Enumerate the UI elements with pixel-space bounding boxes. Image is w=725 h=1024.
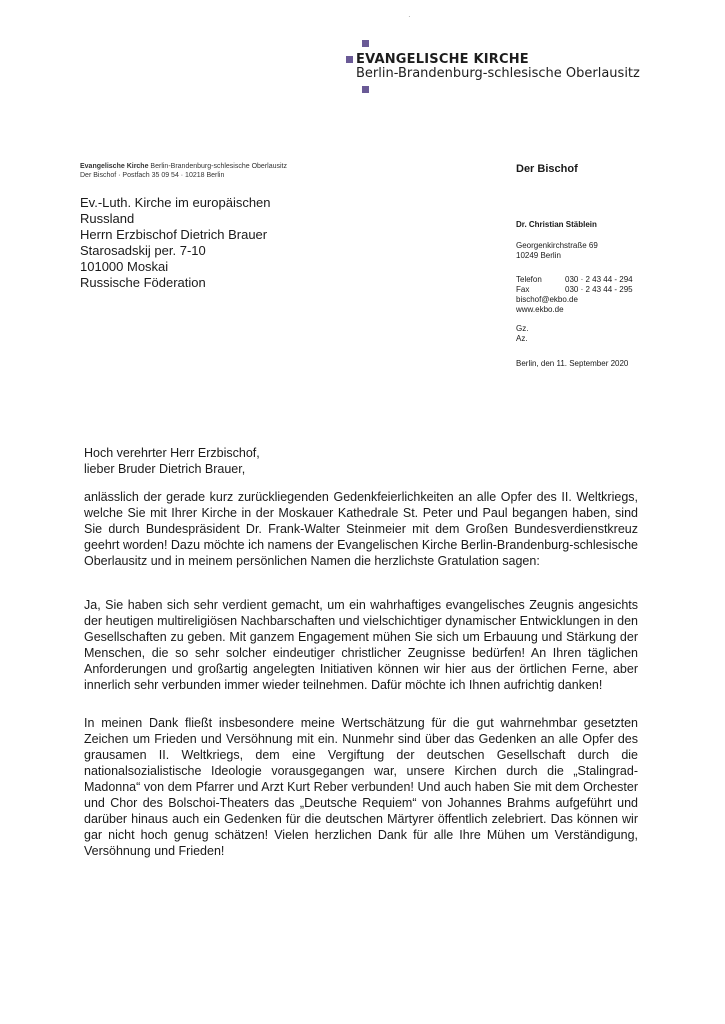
- sender-org-rest: Berlin-Brandenburg-schlesische Oberlausitz: [148, 163, 287, 170]
- letterhead-region: Berlin-Brandenburg-schlesische Oberlausitz: [356, 66, 640, 81]
- recipient-line: Herrn Erzbischof Dietrich Brauer: [80, 227, 268, 242]
- letterhead-name: EVANGELISCHE KIRCHE: [356, 52, 529, 67]
- recipient-line: Russland: [80, 211, 135, 226]
- website-link[interactable]: www.ekbo.de: [516, 305, 564, 314]
- fax-row: [516, 285, 633, 295]
- fold-mark: ·: [408, 12, 411, 21]
- sender-org: Evangelische Kirche: [80, 163, 149, 170]
- fax-label: Fax: [516, 285, 530, 294]
- phone-label: Telefon: [516, 275, 542, 284]
- bishop-address: [516, 241, 598, 261]
- salutation-line: lieber Bruder Dietrich Brauer,: [84, 462, 246, 476]
- reference-fields: [516, 324, 528, 344]
- sender-line-2: Der Bischof · Postfach 35 09 54 · 10218 Berlin: [80, 172, 225, 179]
- recipient-line: 101000 Moskai: [80, 259, 169, 274]
- reference-az: Az.: [516, 334, 528, 343]
- address-line: Georgenkirchstraße 69: [516, 241, 598, 250]
- email-link[interactable]: bischof@ekbo.de: [516, 295, 578, 304]
- salutation: [84, 445, 260, 477]
- sender-line: [80, 162, 287, 180]
- bishop-name: Dr. Christian Stäblein: [516, 220, 597, 229]
- fax-value: 030 · 2 43 44 - 295: [565, 285, 633, 294]
- body-paragraph: In meinen Dank fließt insbesondere meine Wertschätzung für die gut wahrnehmbar gesetzten Zeichen um Frieden und Versöhnung mit ein. Nunmehr sind über das Gedenken an alle Opfer des grausamen II. Weltkriegs, dem eine Vergiftung der deutschen Gesellschaft durch die nationalsozialistische Ideologie vorausgegangen war, unsere Kirchen durch die „Stalingrad-Madonna“ von dem Pfarrer und Arzt Kurt Reber verbunden! Und auch haben Sie mit dem Orchester und Chor des Bolschoi-Theaters das „Deutsche Requiem“ von Johannes Brahms aufgeführt und darüber hinaus auch ein Gedenken für die deutschen Märtyrer öffentlich zelebriert. Das können wir gar nicht hoch genug schätzen! Vielen herzlichen Dank für alle Ihre Mühen um Verständigung, Versöhnung und Frieden!: [84, 716, 638, 858]
- logo-square-top: [362, 40, 369, 47]
- body-paragraph: anlässlich der gerade kurz zurückliegenden Gedenkfeierlichkeiten an alle Opfer des II. Weltkriegs, welche Sie mit Ihrer Kirche in der Moskauer Kathedrale St. Peter und Paul begangen haben, sind Sie durch Bundespräsident Dr. Frank-Walter Steinmeier mit dem Großen Bundesverdienstkreuz geehrt worden! Dazu möchte ich namens der Evangelischen Kirche Berlin-Brandenburg-schlesische Oberlausitz und in meinem persönlichen Namen die herzlichste Gratulation sagen:: [84, 490, 638, 568]
- recipient-line: Starosadskij per. 7-10: [80, 243, 206, 258]
- phone-value: 030 · 2 43 44 - 294: [565, 275, 633, 284]
- logo-square-bottom: [362, 86, 369, 93]
- reference-gz: Gz.: [516, 324, 529, 333]
- recipient-line: Russische Föderation: [80, 275, 206, 290]
- letter-date: Berlin, den 11. September 2020: [516, 359, 629, 368]
- phone-row: [516, 275, 633, 285]
- logo-square-left: [346, 56, 353, 63]
- salutation-line: Hoch verehrter Herr Erzbischof,: [84, 446, 260, 460]
- recipient-line: Ev.-Luth. Kirche im europäischen: [80, 195, 271, 210]
- body-paragraph: Ja, Sie haben sich sehr verdient gemacht, um ein wahrhaftiges evangelisches Zeugnis angesichts der heutigen multireligiösen Nachbarschaften und vielschichtiger dynamischer Entwicklungen in den Gesellschaften zu geben. Mit ganzem Engagement mühen Sie sich um Erbauung und Stärkung der Menschen, die so sehr solcher eindeutiger christlicher Zeugnisse bedürfen! An Ihren täglichen Anforderungen und großartig angelegten Initiativen können wir hier aus der örtlichen Ferne, aber innerlich sehr verbunden immer wieder teilnehmen. Dafür möchte ich Ihnen aufrichtig danken!: [84, 598, 638, 692]
- recipient-address: [80, 195, 271, 291]
- bishop-title: Der Bischof: [516, 163, 578, 175]
- address-line: 10249 Berlin: [516, 251, 561, 260]
- contact-block: [516, 275, 633, 315]
